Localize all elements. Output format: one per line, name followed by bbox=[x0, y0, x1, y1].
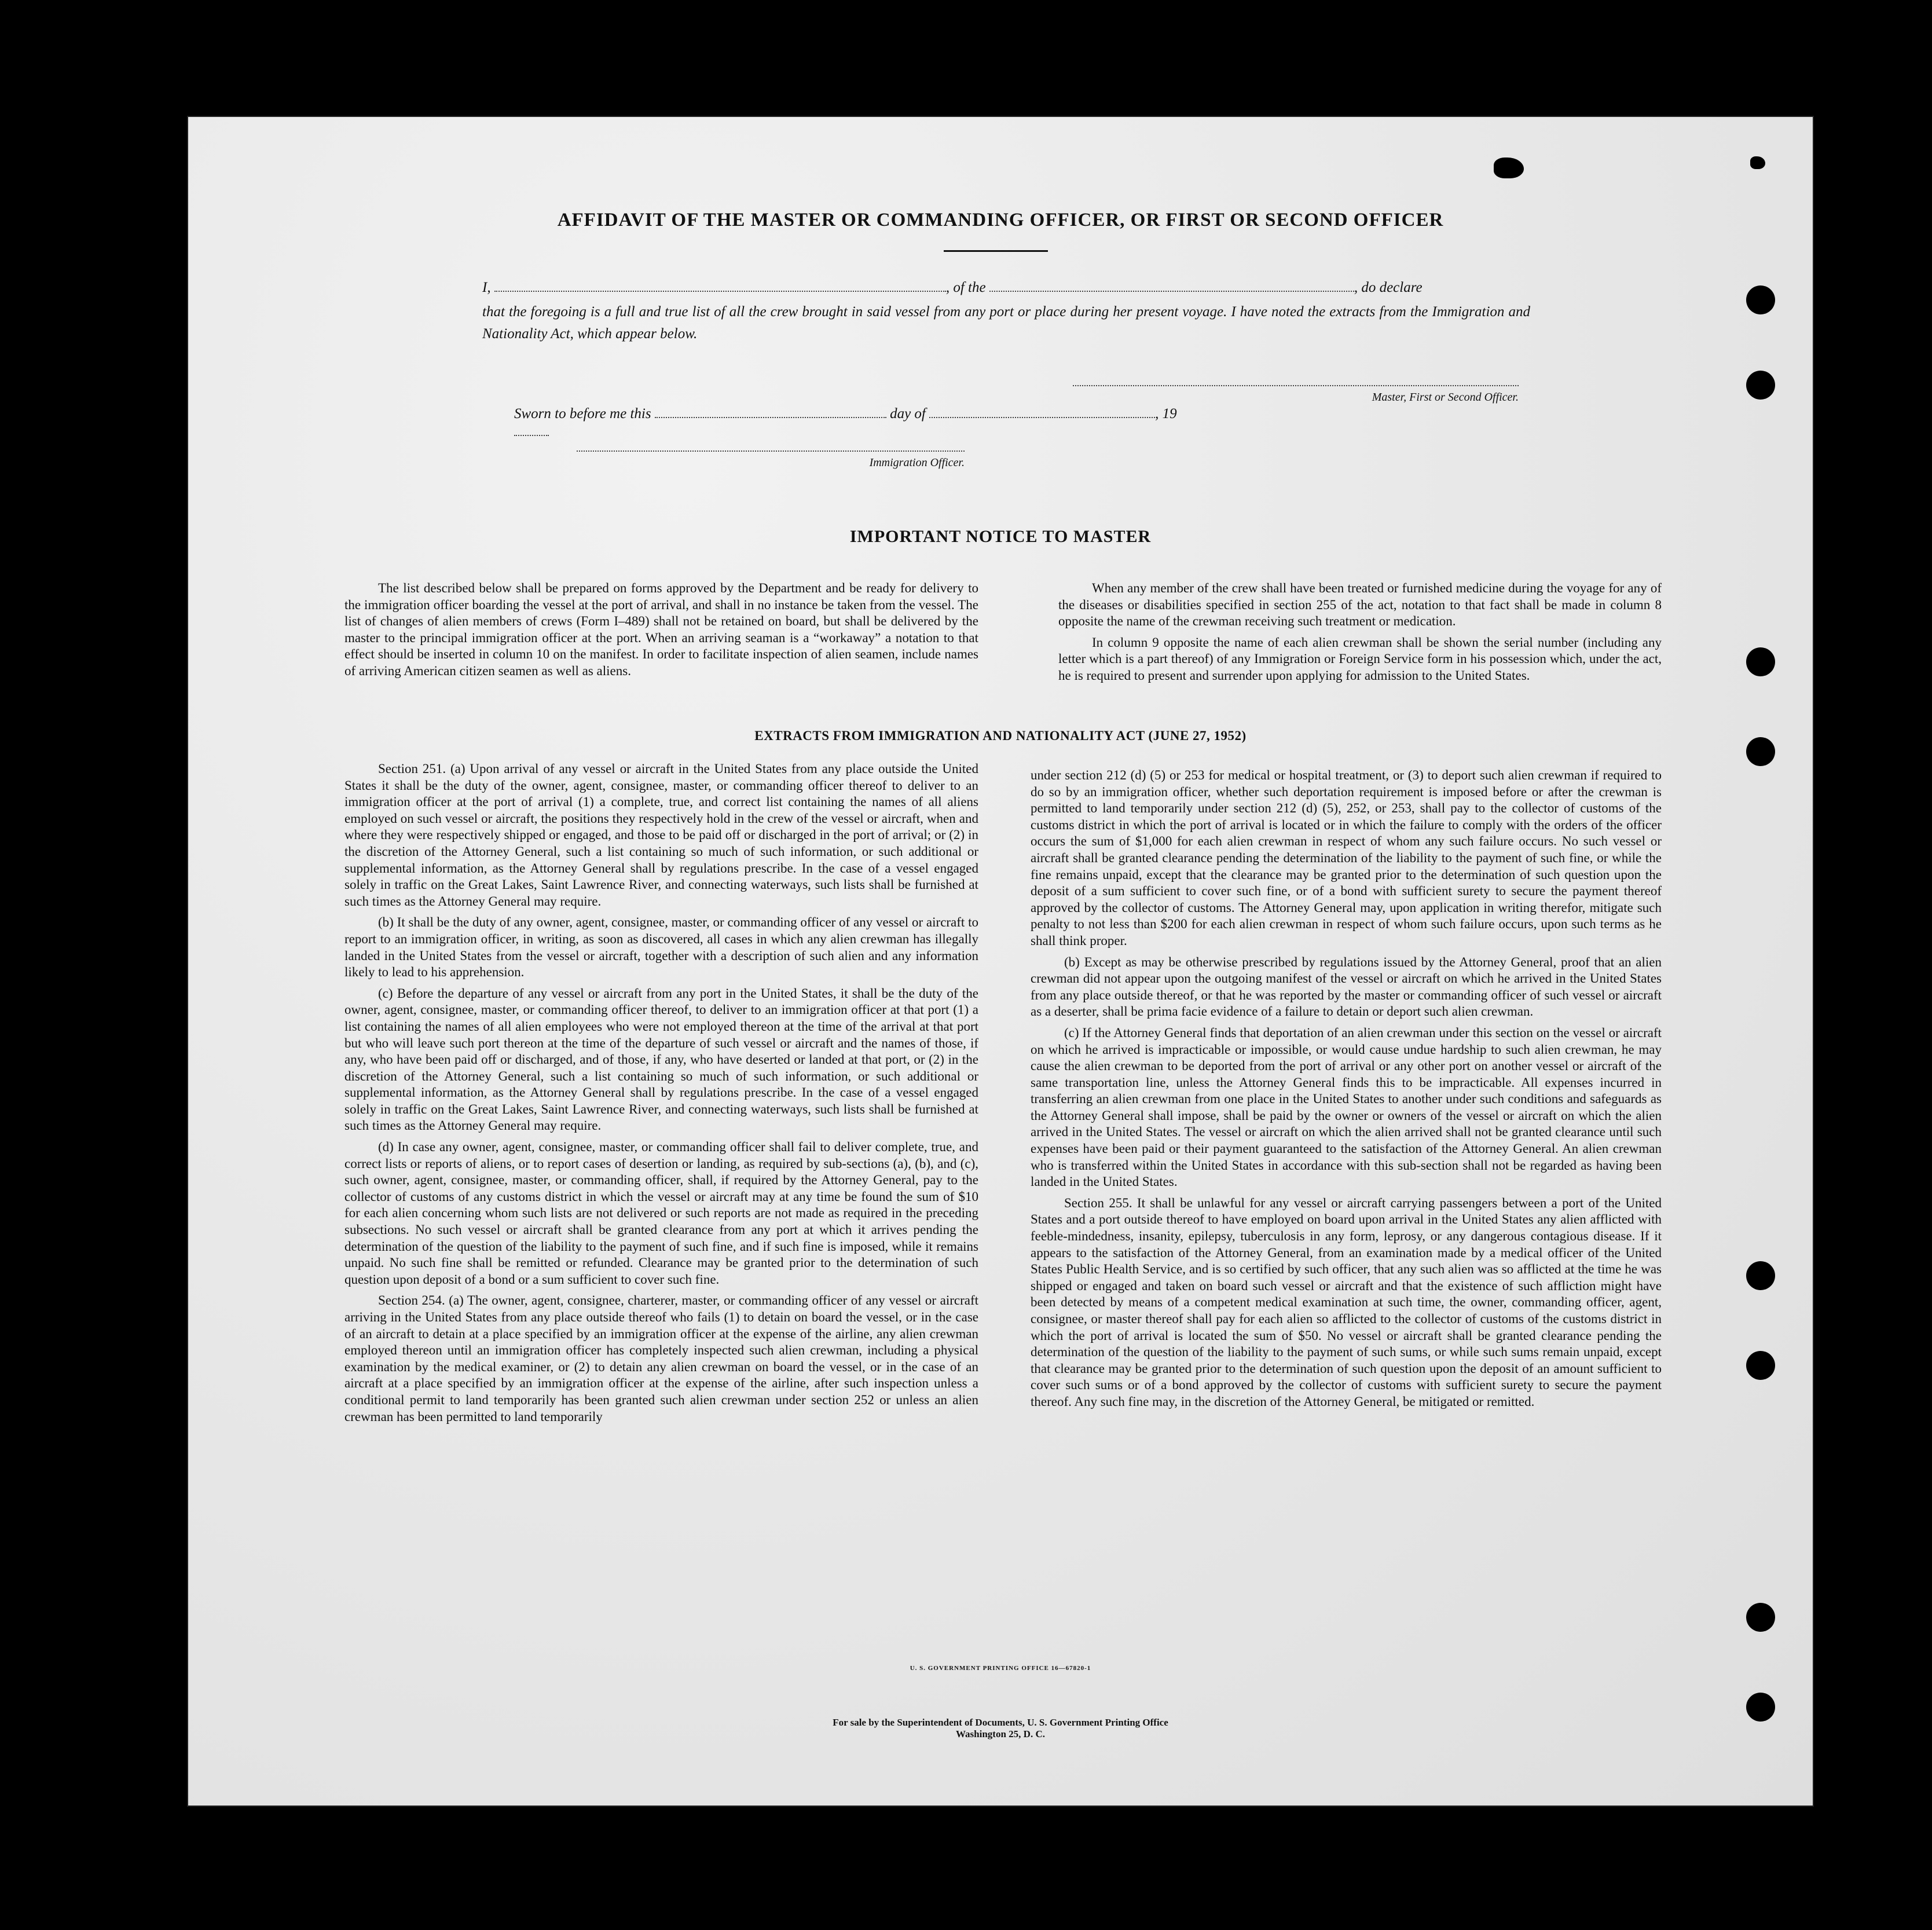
do-declare-label: , do declare bbox=[1354, 280, 1423, 295]
extracts-right-column bbox=[1031, 767, 1662, 1415]
ink-smudge bbox=[1494, 158, 1524, 178]
ink-smudge bbox=[1750, 156, 1765, 169]
punch-hole bbox=[1746, 285, 1775, 314]
notice-left-column bbox=[344, 580, 978, 684]
extract-paragraph: (d) In case any owner, agent, consignee, master, or commanding officer shall fail to deliver complete, true, and correct lists or reports of aliens, or to report cases of desertion or landing, as required by sub-sections (a), (b), and (c), such owner, agent, consignee, master, or commanding officer, shall, if required by the Attorney General, pay to the collector of customs of any customs district in which the vessel or aircraft may at any time be found the sum of $10 for each alien concerning whom such lists are not delivered or such reports are not made as required in the preceding subsections. No such vessel or aircraft shall be granted clearance from any port at which it arrives pending the determination of the question of the liability to the payment of such fine, and if such fine is imposed, while it remains unpaid. No such fine shall be remitted or refunded. Clearance may be granted prior to the determination of such question upon deposit of a bond or a sum sufficient to cover such fine. bbox=[344, 1140, 978, 1287]
i-label: I, bbox=[482, 280, 491, 295]
extract-paragraph: (c) Before the departure of any vessel or aircraft from any port in the United States, it shall be the duty of the owner, agent, consignee, master, or commanding officer thereof, to deliver to an immigration officer at that port (1) a list containing the names of all alien employees who were not employed thereon at the time of the arrival at that port but who will leave such port thereon at the time of the departure of such vessel or aircraft and the names of those, if any, who have been paid off or discharged, and of those, if any, who have deserted or landed at that port, or (2) in the discretion of the Attorney General, such a list containing so much of such information, or such additional or supplemental information, as the Attorney General shall by regulations prescribe. In the case of a vessel engaged solely in traffic on the Great Lakes, Saint Lawrence River, and connecting waterways, such lists shall be furnished at such times as the Attorney General may require. bbox=[344, 986, 978, 1133]
extract-paragraph: Section 251. (a) Upon arrival of any vessel or aircraft in the United States from any place outside the United States it shall be the duty of the owner, agent, consignee, master, or commanding officer thereof to deliver to an immigration officer at the port of arrival (1) a complete, true, and correct list containing the names of all aliens employed on such vessel or aircraft, the positions they respectively hold in the crew of the vessel or aircraft, when and where they were respectively shipped or engaged, and those to be paid off or discharged in the port of arrival; or (2) in the discretion of the Attorney General, such a list containing so much of such information, or such additional or supplemental information, as the Attorney General shall by regulations prescribe. In the case of a vessel engaged solely in traffic on the Great Lakes, Saint Lawrence River, and connecting waterways, such lists shall be furnished at such times as the Attorney General may require. bbox=[344, 761, 978, 909]
sworn-day-field[interactable] bbox=[655, 404, 886, 418]
extract-paragraph: Section 254. (a) The owner, agent, consignee, charterer, master, or commanding officer of any vessel or aircraft arriving in the United States from any place outside thereof who fails (1) to detain on board the vessel, or in the case of an aircraft to detain at a place specified by an immigration officer at the expense of the airline, any alien crewman employed thereon until an immigration officer has completely inspected such alien crewman, including a physical examination by the medical examiner, or (2) to detain any alien crewman on board the vessel, or in the case of an aircraft at a place specified by an immigration officer at the expense of the airline, after such inspection unless a conditional permit to land temporarily has been granted such alien crewman under section 252 or unless an alien crewman has been permitted to land temporarily bbox=[344, 1293, 978, 1424]
printer-mark: U. S. GOVERNMENT PRINTING OFFICE 16—67820-1 bbox=[910, 1665, 1091, 1672]
extract-paragraph: (b) Except as may be otherwise prescribed by regulations issued by the Attorney General, proof that an alien crewman did not appear upon the outgoing manifest of the vessel or aircraft on which he arrived in the United States from any place outside thereof, or that he was reported by the master or commanding officer of such vessel or aircraft as a deserter, shall be prima facie evidence of a failure to detain or deport such alien crewman. bbox=[1031, 954, 1662, 1019]
immigration-officer-field[interactable] bbox=[577, 451, 965, 452]
title-rule bbox=[944, 250, 1048, 252]
master-signature-label: Master, First or Second Officer. bbox=[1372, 391, 1519, 404]
immigration-officer-label: Immigration Officer. bbox=[869, 456, 965, 469]
vessel-field[interactable] bbox=[989, 278, 1354, 292]
notice-paragraph: In column 9 opposite the name of each alien crewman shall be shown the serial number (including any letter which is a part thereof) of any Immigration or Foreign Service form in his possession which, under the act, he is required to present and surrender upon applying for admission to the United States. bbox=[1058, 635, 1662, 683]
master-signature-field[interactable] bbox=[1073, 385, 1519, 386]
of-the-label: , of the bbox=[945, 280, 986, 295]
declaration-line bbox=[482, 277, 1530, 299]
extract-paragraph: (b) It shall be the duty of any owner, agent, consignee, master, or commanding officer of any vessel or aircraft to report to an immigration officer, in writing, as soon as discovered, all cases in which any alien crewman has illegally landed in the United States from the vessel or aircraft, together with a description of such alien and any information likely to lead to his apprehension. bbox=[344, 915, 978, 980]
sale-line-2: Washington 25, D. C. bbox=[956, 1728, 1045, 1739]
punch-hole bbox=[1746, 647, 1775, 676]
extract-paragraph: Section 255. It shall be unlawful for any vessel or aircraft carrying passengers between a port of the United States and a port outside thereof to have employed on board upon arrival in the United States any alien afflicted with feeble-mindedness, insanity, epilepsy, tuberculosis in any form, leprosy, or any dangerous contagious disease. If it appears to the satisfaction of the Attorney General, from an examination made by a medical officer of the United States Public Health Service, and is so certified by such officer, that any such alien was so afflicted at the time he was shipped or engaged and taken on board such vessel or aircraft and that the existence of such affliction might have been detected by means of a competent medical examination at such time, the owner, commanding officer, agent, consignee, or master thereof shall pay for each alien so afflicted to the collector of customs of the customs district in which the port of arrival is located the sum of $50. No vessel or aircraft shall be granted clearance pending the determination of the question of the liability to the payment of such sums, or while such sums remain unpaid, except that clearance may be granted prior to the determination of such question upon the deposit of an amount sufficient to cover such sums or of a bond approved by the collector of customs with sufficient surety to secure the payment thereof. Any such fine may, in the discretion of the Attorney General, be mitigated or remitted. bbox=[1031, 1195, 1662, 1409]
notice-paragraph: When any member of the crew shall have been treated or furnished medicine during the voyage for any of the diseases or disabilities specified in section 255 of the act, notation to that fact shall be made in column 8 opposite the name of the crewman receiving such treatment or medication. bbox=[1058, 581, 1662, 629]
punch-hole bbox=[1746, 1351, 1775, 1380]
extract-paragraph: under section 212 (d) (5) or 253 for medical or hospital treatment, or (3) to deport such alien crewman if required to do so by an immigration officer, whether such deportation requirement is imposed before or after the crewman is permitted to land temporarily under section 212 (d) (5), 252, or 253, shall pay to the collector of customs of the customs district in which the port of arrival is located or in which the failure to comply with the orders of the officer occurs the sum of $1,000 for each alien crewman in respect of whom any such failure occurs. No such vessel or aircraft shall be granted clearance pending the determination of the liability to the payment of such fine, or while the fine remains unpaid, except that the clearance may be granted prior to the determination of such question upon the deposit of a sum sufficient to cover such fine, or of a bond with sufficient surety to secure the payment thereof approved by the collector of customs. The Attorney General may, upon application in writing therefor, mitigate such penalty to not less than $200 for each alien crewman in respect of whom such failure occurs, upon such terms as he shall think proper. bbox=[1031, 768, 1662, 948]
punch-hole bbox=[1746, 371, 1775, 400]
sworn-label: Sworn to before me this bbox=[514, 406, 651, 422]
extracts-title: EXTRACTS FROM IMMIGRATION AND NATIONALITY ACT (JUNE 27, 1952) bbox=[754, 728, 1247, 743]
year-label: , 19 bbox=[1155, 406, 1177, 422]
notice-right-column-text bbox=[1058, 580, 1662, 689]
sworn-line bbox=[514, 404, 1209, 440]
name-field[interactable] bbox=[494, 278, 946, 292]
day-of-label: day of bbox=[890, 406, 926, 422]
sworn-year-field[interactable] bbox=[514, 422, 549, 436]
declaration-block bbox=[482, 277, 1530, 345]
notice-title: IMPORTANT NOTICE TO MASTER bbox=[849, 527, 1152, 546]
sale-notice bbox=[187, 1717, 1814, 1740]
declaration-statement: that the foregoing is a full and true list of all the crew brought in said vessel from any port or place during her present voyage. I have noted the extracts from the Immigration and Nationality Act, which appear below. bbox=[482, 304, 1530, 342]
punch-hole bbox=[1746, 1261, 1775, 1290]
affidavit-title: AFFIDAVIT OF THE MASTER OR COMMANDING OFFICER, OR FIRST OR SECOND OFFICER bbox=[557, 210, 1444, 230]
notice-paragraph: The list described below shall be prepared on forms approved by the Department and be ready for delivery to the immigration officer boarding the vessel at the port of arrival, and shall in no instance be taken from the vessel. The list of changes of alien members of crews (Form I–489) shall not be retained on board, but shall be delivered by the master to the principal immigration officer at the port. When an arriving seaman is a “workaway” a notation to that effect should be inserted in column 10 on the manifest. In order to facilitate inspection of alien seamen, include names of arriving American citizen seamen as well as aliens. bbox=[344, 581, 978, 678]
extract-paragraph: (c) If the Attorney General finds that deportation of an alien crewman under this section on the vessel or aircraft on which he arrived is impracticable or impossible, or would cause undue hardship to such alien crewman, he may cause the alien crewman to be deported from the port of arrival or any other port on another vessel or aircraft of the same transportation line, unless the Attorney General finds this to be impracticable. All expenses incurred in transferring an alien crewman from one place in the United States to another under such conditions and safeguards as the Attorney General shall impose, shall be paid by the owner or owners of the vessel or aircraft on which the alien arrived in the United States. The vessel or aircraft on which the alien arrived shall not be granted clearance until such expenses have been paid or their payment guaranteed to the satisfaction of the Attorney General. An alien crewman who is transferred within the United States in accordance with this sub-section shall not be regarded as having been landed in the United States. bbox=[1031, 1025, 1662, 1189]
extracts-left-column bbox=[344, 761, 978, 1430]
punch-hole bbox=[1746, 1603, 1775, 1632]
sale-line-1: For sale by the Superintendent of Documents, U. S. Government Printing Office bbox=[833, 1717, 1168, 1728]
sworn-month-field[interactable] bbox=[929, 404, 1155, 418]
